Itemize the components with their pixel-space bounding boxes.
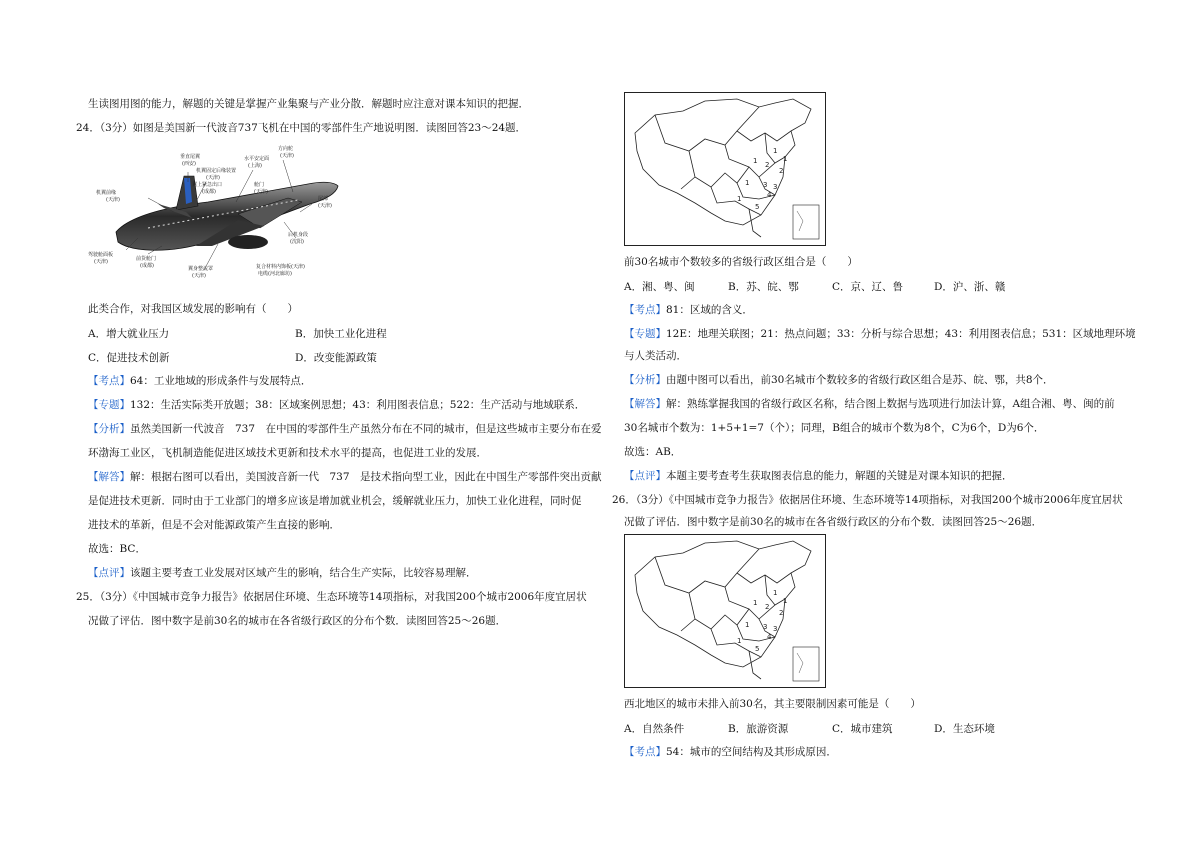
jieda-line: 【解答】解：根据右图可以看出，美国波音新一代 737 是技术指向型工业，因此在中国生产零部件突出贡献: [88, 471, 602, 483]
zhuanti-tag: 【专题】: [88, 399, 130, 411]
svg-text:(沈阳): (沈阳): [290, 239, 304, 245]
dianping-tag-r: 【点评】: [624, 470, 666, 482]
question-stem-1: 前30名城市个数较多的省级行政区组合是（ ）: [624, 256, 858, 268]
svg-text:2: 2: [779, 167, 784, 175]
question-25-cont: 况做了评估．图中数字是前30名的城市在各省级行政区的分布个数．读图回答25～26题．: [88, 615, 507, 627]
continuation-line: 生读图用图的能力，解题的关键是掌握产业集聚与产业分散．解题时应注意对课本知识的把握．: [88, 98, 529, 110]
svg-text:(天津): (天津): [206, 175, 220, 181]
kaodian-tag: 【考点】: [88, 375, 130, 387]
answer-line-r: 故选：AB．: [624, 446, 682, 458]
jieda-line-3: 进技术的革新，但是不会对能源政策产生直接的影响．: [88, 519, 340, 531]
svg-text:复合材料内饰板(天津): 复合材料内饰板(天津): [256, 264, 305, 270]
svg-text:尾部: 尾部: [318, 196, 329, 202]
china-map-1: [624, 92, 826, 246]
jieda-tag: 【解答】: [88, 471, 130, 483]
svg-text:(天津): (天津): [280, 153, 294, 159]
china-map-2: [624, 534, 826, 688]
boeing-737-parts-figure: [88, 142, 348, 282]
dianping-line-r: 【点评】本题主要考查考生获取图表信息的能力，解题的关键是对课本知识的把握．: [624, 470, 1013, 482]
svg-text:后机身段: 后机身段: [288, 232, 309, 238]
svg-text:5: 5: [755, 645, 760, 653]
svg-text:1: 1: [783, 597, 788, 605]
kaodian-line-r: 【考点】81：区域的含义．: [624, 304, 753, 316]
zhuanti-line: 【专题】132：生活实际类开放题；38：区域案例思想；43：利用图表信息；522：生产活动与地域联系．: [88, 399, 586, 411]
fenxi-line-r: 【分析】由题中图可以看出，前30名城市个数较多的省级行政区组合是苏、皖、鄂，共8个．: [624, 374, 1054, 386]
kaodian-tag-r: 【考点】: [624, 304, 666, 316]
option-a: A．增大就业压力: [88, 328, 170, 340]
jieda-line-r: 【解答】解：熟练掌握我国的省级行政区名称，结合图上数据与选项进行加法计算，A组合湘、粤、闽的前: [624, 398, 1115, 410]
svg-text:方向舵: 方向舵: [278, 146, 294, 152]
option-b-2: B．旅游资源: [728, 723, 789, 735]
svg-text:1: 1: [753, 157, 758, 165]
svg-text:1: 1: [745, 621, 750, 629]
svg-text:1: 1: [737, 637, 742, 645]
svg-text:驾驶舱面板: 驾驶舱面板: [88, 252, 114, 258]
question-stem: 此类合作，对我国区域发展的影响有（ ）: [88, 303, 298, 315]
kaodian-line: 【考点】64：工业地域的形成条件与发展特点．: [88, 375, 312, 387]
fenxi-tag: 【分析】: [88, 423, 130, 435]
jieda-line-r-2: 30名城市个数为：1+5+1=7（个）；同理，B组合的城市个数为8个，C为6个，D为6个．: [624, 422, 1045, 434]
svg-text:机翼固定后缘装置: 机翼固定后缘装置: [196, 168, 237, 174]
question-24: 24．（3分）如图是美国新一代波音737飞机在中国的零部件生产地说明图．读图回答23～24题．: [76, 122, 527, 134]
question-25: 25．（3分）《中国城市竞争力报告》依据居住环境、生态环境等14项指标，对我国200个城市2006年度宜居状: [76, 591, 587, 603]
zhuanti-line-r-2: 与人类活动．: [624, 350, 687, 362]
fenxi-tag-r: 【分析】: [624, 374, 666, 386]
svg-text:前货舱门: 前货舱门: [136, 256, 157, 262]
svg-text:3: 3: [763, 181, 768, 189]
option-d-1: D．沪、浙、赣: [934, 281, 1006, 293]
svg-text:(成都): (成都): [140, 263, 154, 269]
svg-text:3: 3: [763, 623, 768, 631]
option-a-1: A．湘、粤、闽: [624, 281, 695, 293]
svg-text:(天津): (天津): [94, 259, 108, 265]
svg-text:5: 5: [755, 203, 760, 211]
option-b-1: B．苏、皖、鄂: [728, 281, 799, 293]
svg-text:1: 1: [737, 195, 742, 203]
svg-text:4: 4: [767, 633, 772, 641]
svg-text:电缆(河北廊坊): 电缆(河北廊坊): [258, 271, 292, 277]
svg-text:3: 3: [773, 183, 778, 191]
jieda-tag-r: 【解答】: [624, 398, 666, 410]
kaodian-line-r2: 【考点】54：城市的空间结构及其形成原因．: [624, 746, 837, 758]
svg-text:(成都): (成都): [202, 189, 216, 195]
question-26-cont: 况做了评估．图中数字是前30名的城市在各省级行政区的分布个数．读图回答25～26题．: [624, 516, 1043, 528]
svg-text:翼身整流罩: 翼身整流罩: [188, 266, 214, 272]
svg-text:(西安): (西安): [182, 161, 196, 167]
jieda-line-2: 是促进技术更新．同时由于工业部门的增多应该是增加就业机会，缓解就业压力，加快工业化进程，同时促: [88, 495, 582, 507]
answer-line: 故选：BC．: [88, 543, 146, 555]
question-stem-2: 西北地区的城市未排入前30名，其主要限制因素可能是（ ）: [624, 698, 921, 710]
option-a-2: A．自然条件: [624, 723, 685, 735]
svg-text:(天津): (天津): [254, 189, 268, 195]
svg-text:(天津): (天津): [106, 197, 120, 203]
svg-text:2: 2: [765, 161, 770, 169]
svg-text:3: 3: [773, 625, 778, 633]
dianping-tag: 【点评】: [88, 567, 130, 579]
svg-text:4: 4: [767, 191, 772, 199]
zhuanti-line-r: 【专题】12E：地理关联图；21：热点问题；33：分析与综合思想；43：利用图表信息；531：区域地理环境: [624, 328, 1136, 340]
svg-text:1: 1: [753, 599, 758, 607]
option-d: D．改变能源政策: [295, 352, 377, 364]
svg-text:水平安定面: 水平安定面: [244, 156, 270, 162]
svg-text:1: 1: [783, 155, 788, 163]
option-c-1: C．京、辽、鲁: [832, 281, 904, 293]
svg-text:(上海): (上海): [248, 163, 262, 169]
svg-text:1: 1: [773, 147, 778, 155]
fenxi-line-2: 环渤海工业区，飞机制造能促进区域技术更新和技术水平的提高，也促进工业的发展．: [88, 447, 487, 459]
svg-text:机翼前缘: 机翼前缘: [96, 190, 117, 196]
dianping-line: 【点评】该题主要考查工业发展对区域产生的影响，结合生产实际，比较容易理解．: [88, 567, 477, 579]
fenxi-line: 【分析】虽然美国新一代波音 737 在中国的零部件生产虽然分布在不同的城市，但是这些城市主要分布在爱: [88, 423, 602, 435]
svg-text:2: 2: [779, 609, 784, 617]
svg-text:2: 2: [765, 603, 770, 611]
svg-text:1: 1: [773, 589, 778, 597]
zhuanti-tag-r: 【专题】: [624, 328, 666, 340]
svg-text:舱门: 舱门: [254, 182, 265, 188]
label-vertical-fin: 垂直尾翼: [180, 154, 201, 160]
kaodian-tag-r2: 【考点】: [624, 746, 666, 758]
svg-text:翼上紧急出口: 翼上紧急出口: [192, 182, 223, 188]
option-c-2: C．城市建筑: [832, 723, 893, 735]
option-d-2: D．生态环境: [934, 723, 995, 735]
svg-text:(天津): (天津): [318, 203, 332, 209]
option-b: B．加快工业化进程: [295, 328, 387, 340]
option-c: C．促进技术创新: [88, 352, 170, 364]
svg-text:(天津): (天津): [192, 273, 206, 279]
question-26: 26．（3分）《中国城市竞争力报告》依据居住环境、生态环境等14项指标，对我国200个城市2006年度宜居状: [612, 494, 1123, 506]
svg-text:1: 1: [745, 179, 750, 187]
